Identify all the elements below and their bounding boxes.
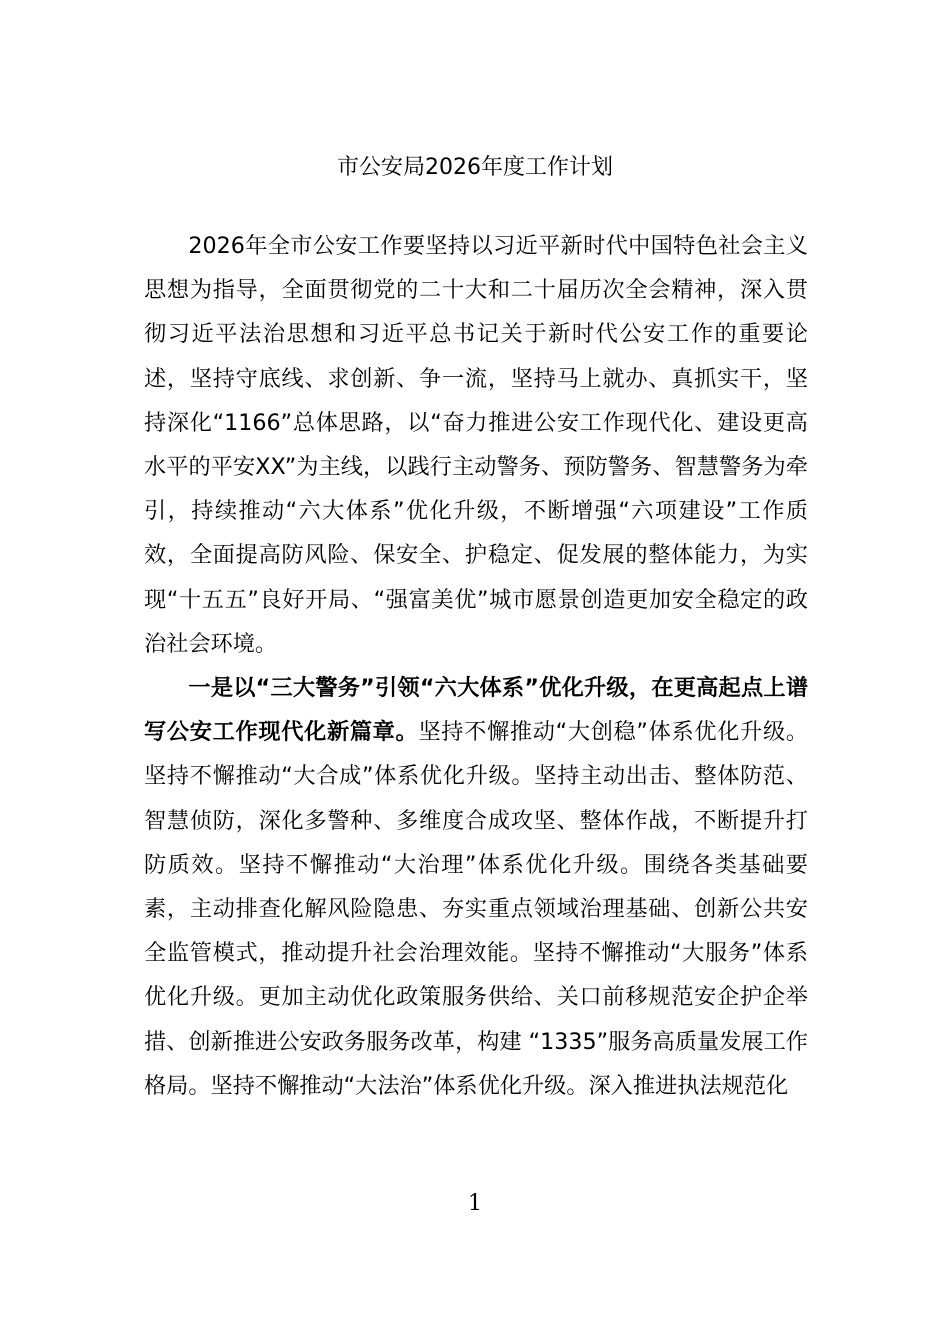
paragraph-intro: 2026年全市公安工作要坚持以习近平新时代中国特色社会主义思想为指导，全面贯彻党的二十大和二十届历次全会精神，深入贯彻习近平法治思想和习近平总书记关于新时代公安工作的重要论述，坚持守底线、求创新、争一流，坚持马上就办、真抓实干，坚持深化“1166”总体思路，以“奋力推进公安工作现代化、建设更高水平的平安XX”为主线，以践行主动警务、预防警务、智慧警务为牵引，持续推动“六大体系”优化升级，不断增强“六项建设”工作质效，全面提高防风险、保安全、护稳定、促发展的整体能力，为实现“十五五”良好开局、“强富美优”城市愿景创造更加安全稳定的政治社会环境。: [144, 233, 808, 657]
document-title: 市公安局2026年度工作计划: [337, 155, 613, 180]
section-one-heading: 一是以“三大警务”引领“六大体系”优化升级，在更高起点上谱写公安工作现代化新篇章。: [144, 675, 808, 746]
paragraph-section-one: [144, 666, 808, 1108]
document-body: [144, 224, 808, 1108]
section-one-text: 坚持不懈推动“大创稳”体系优化升级。坚持不懈推动“大合成”体系优化升级。坚持主动出击、整体防范、智慧侦防，深化多警种、多维度合成攻坚、整体作战，不断提升打防质效。坚持不懈推动“大治理”体系优化升级。围绕各类基础要素，主动排查化解风险隐患、夯实重点领域治理基础、创新公共安全监管模式，推动提升社会治理效能。坚持不懈推动“大服务”体系优化升级。更加主动优化政策服务供给、关口前移规范安企护企举措、创新推进公安政务服务改革，构建 “1335”服务高质量发展工作格局。坚持不懈推动“大法治”体系优化升级。深入推进执法规范化: [144, 719, 809, 1099]
page-number: 1: [468, 1191, 482, 1216]
